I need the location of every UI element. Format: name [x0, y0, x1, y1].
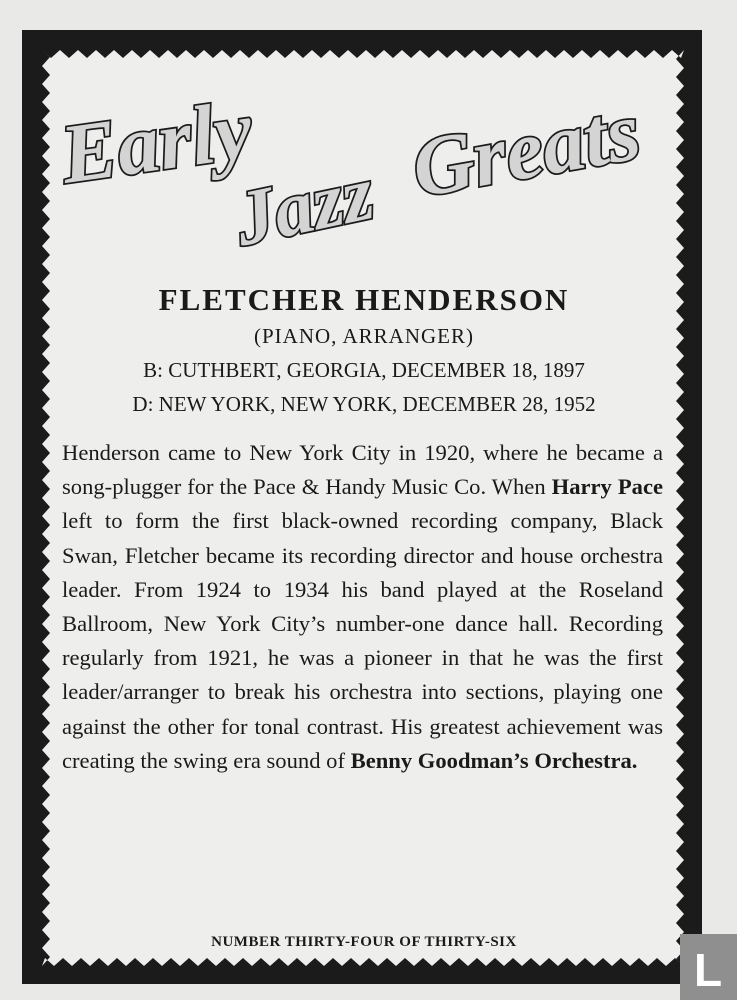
bio-bold-benny-goodman: Benny Goodman’s Orchestra.	[350, 747, 638, 773]
bio-part-2: left to form the first black-owned recording company, Black Swan, Fletcher became its recording director and house orchestra leader. From 1924 to 1934 his band played at the Roseland Ballroom, New York City’s number-one dance hall. Recording regularly from 1921, he was a pioneer in that he was the first leader/arranger to break his orchestra into sections, playing one against the other for tonal contrast. His greatest achievement was creating the swing era sound of	[62, 508, 663, 773]
artist-name: FLETCHER HENDERSON	[158, 282, 570, 317]
title-word-early: Early	[55, 83, 258, 202]
publisher-logo-icon	[680, 934, 737, 1000]
bio-bold-harry-pace: Harry Pace	[551, 474, 663, 500]
biography-text	[62, 436, 663, 778]
title-word-jazz: Jazz	[226, 148, 381, 262]
artist-role: (PIANO, ARRANGER)	[253, 324, 474, 348]
birth-info: B: CUTHBERT, GEORGIA, DECEMBER 18, 1897	[143, 358, 585, 382]
card-number: NUMBER THIRTY-FOUR OF THIRTY-SIX	[211, 934, 517, 950]
death-info: D: NEW YORK, NEW YORK, DECEMBER 28, 1952	[132, 392, 596, 416]
logo-letter: L	[694, 944, 723, 996]
bio-part-1: Henderson came to New York City in 1920, where he became a song-plugger for the Pace & Handy Music Co. When	[62, 440, 663, 500]
title-word-greats: Greats	[405, 84, 647, 216]
series-title-logo	[52, 62, 672, 262]
